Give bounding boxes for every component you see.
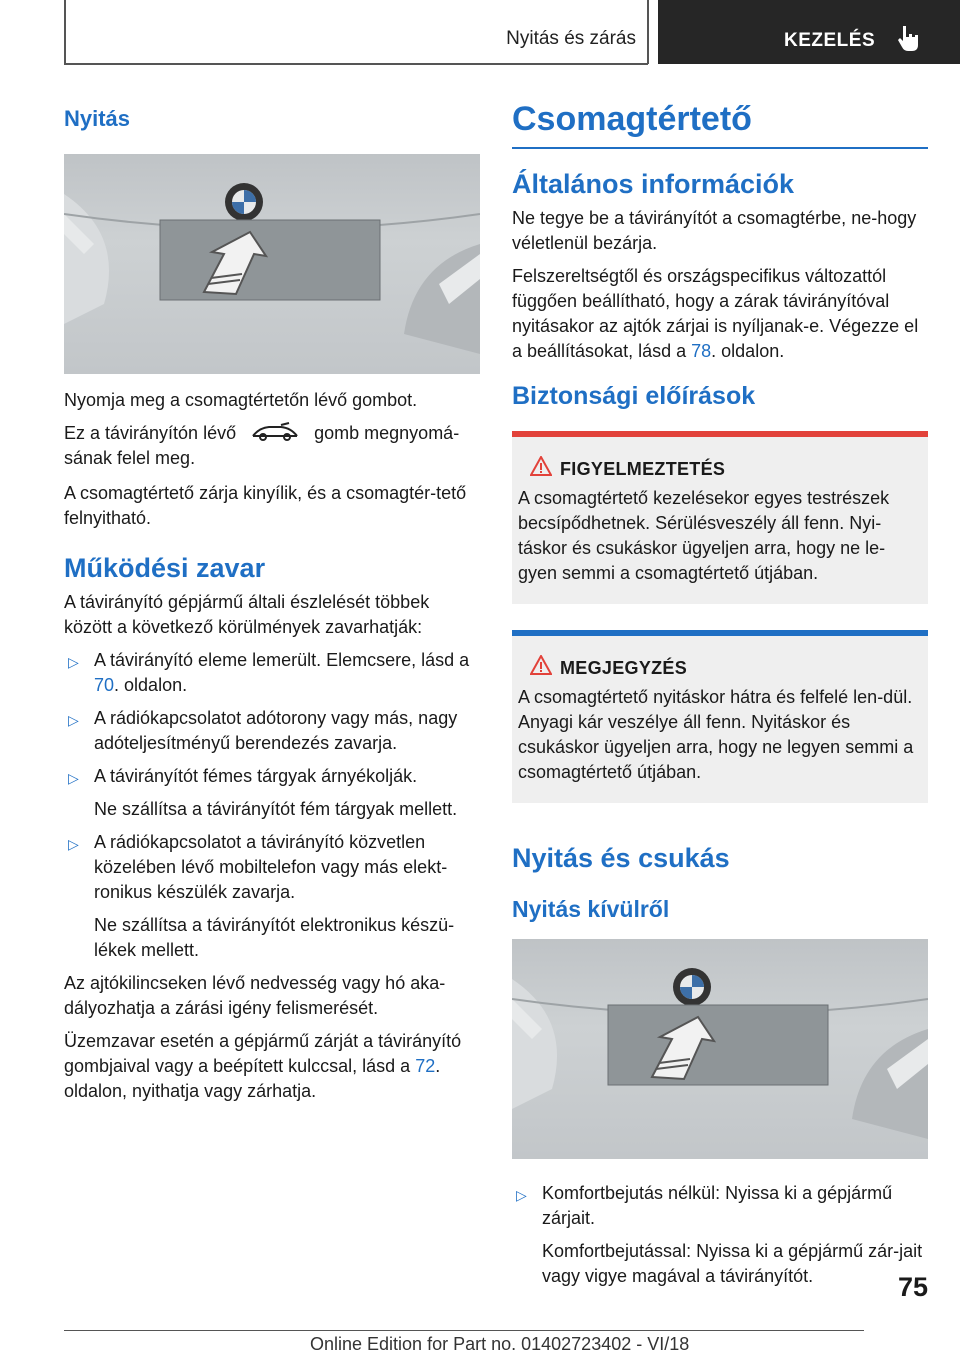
list-item [64,648,480,698]
list-item-text-end: . oldalon. [114,675,188,695]
list-item [512,1181,928,1289]
right-column [512,100,928,1297]
list-item-text: A rádiókapcsolatot a távirányító közvetlen közelében lévő mobiltelefon vagy más elekt-ronikus készülék zavarja. [94,832,448,902]
footer-rule [64,1330,864,1331]
triangle-bullet-icon: ▷ [68,770,79,786]
list-item-text: A rádiókapcsolatot adótorony vagy más, nagy adóteljesítményű berendezés zavarja. [94,708,458,753]
paragraph-emergency [64,1029,480,1104]
text-general-b: . oldalon. [711,341,785,361]
footer-edition: Online Edition for Part no. 01402723402 - VI/18 [310,1334,690,1354]
paragraph-remote-equivalent [64,421,480,471]
text-emergency-a: Üzemzavar esetén a gépjármű zárját a távirányító gombjaival vagy a beépített kulccsal, lásd a [64,1031,462,1076]
car-trunk-icon [251,422,299,442]
text-remote-a: Ez a távirányítón lévő [64,423,237,443]
hand-pointer-icon [896,23,922,53]
left-column [64,100,480,1112]
paragraph-press-button: Nyomja meg a csomagtértetőn lévő gombot. [64,390,418,410]
note-title-text: MEGJEGYZÉS [560,658,688,678]
warning-title [518,459,922,480]
malfunction-list [64,648,480,963]
list-item [64,764,480,822]
paragraph-malfunction-intro: A távirányító gépjármű általi észlelését többek között a következő körülmények zavarhatják: [64,592,430,637]
paragraph-general-2 [512,264,928,364]
warning-box [512,431,928,604]
header-rule-mid [647,0,649,64]
warning-title-text: FIGYELMEZTETÉS [560,459,726,479]
trunk-outside-image [512,939,928,1159]
heading-trunk-lid: Csomagtértető [512,100,928,149]
text-emergency-b: . oldalon, nyithatja vagy zárhatja. [64,1056,441,1101]
list-item [64,706,480,756]
paragraph-moisture: Az ajtókilincseken lévő nedvesség vagy hó aka-dályozhatja a zárási igény felismerését. [64,973,446,1018]
header-rule-left [64,0,66,64]
chapter-tab[interactable] [658,0,960,64]
triangle-bullet-icon: ▷ [516,1187,527,1203]
triangle-bullet-icon: ▷ [68,654,79,670]
header-section-title: Nyitás és zárás [506,28,636,49]
text-remote-b: gomb megnyomá- [314,423,460,443]
list-item-subtext: Komfortbejutással: Nyissa ki a gépjármű zár-jait vagy vigye magával a távirányítót. [542,1241,923,1286]
note-text: A csomagtértető nyitáskor hátra és felfelé len-dül. Anyagi kár veszélye áll fenn. Nyitáskor és csukáskor ügyeljen arra, hogy ne legyen semmi a csomagtértető útjában. [518,687,914,782]
page-link-70[interactable]: 70 [94,675,115,695]
open-outside-list [512,1181,928,1289]
triangle-bullet-icon: ▷ [68,836,79,852]
list-item-subtext: Ne szállítsa a távirányítót fém tárgyak mellett. [94,799,458,819]
text-remote-c: sának felel meg. [64,448,196,468]
heading-open-close: Nyitás és csukás [512,843,730,873]
list-item [64,830,480,963]
text-general-a: Felszereltségtől és országspecifikus változattól függően beállítható, hogy a zárak távirányítóval nyitásakor az ajtók zárjai is nyíljanak-e. Végezze el a beállításokat, lásd a [512,266,919,361]
list-item-text: A távirányítót fémes tárgyak árnyékolják. [94,766,418,786]
heading-open-outside: Nyitás kívülről [512,896,670,922]
paragraph-lock-opens: A csomagtértető zárja kinyílik, és a csomagtér-tető felnyitható. [64,483,467,528]
list-item-subtext: Ne szállítsa a távirányítót elektronikus készü-lékek mellett. [94,915,455,960]
list-item-text: A távirányító eleme lemerült. Elemcsere, lásd a [94,650,470,670]
list-item-text: Komfortbejutás nélkül: Nyissa ki a gépjármű zárjait. [542,1183,893,1228]
note-title [518,658,922,679]
warning-text: A csomagtértető kezelésekor egyes testrészek becsípődhetnek. Sérülésveszély áll fenn. Nyi-táskor és csukáskor ügyeljen arra, hogy ne le-gyen semmi a csomagtértető útjában. [518,488,890,583]
heading-malfunction: Működési zavar [64,553,266,583]
warning-triangle-icon [530,655,552,675]
trunk-button-image [64,154,480,374]
triangle-bullet-icon: ▷ [68,712,79,728]
paragraph-general-1: Ne tegye be a távirányítót a csomagtérbe, ne-hogy véletlenül bezárja. [512,208,917,253]
header-rule-bottom [64,63,648,65]
page-link-78[interactable]: 78 [691,341,712,361]
chapter-tab-label: KEZELÉS [784,30,876,51]
page-number: 75 [897,1272,928,1302]
heading-general-info: Általános információk [512,169,795,199]
page-link-72[interactable]: 72 [415,1056,436,1076]
heading-opening: Nyitás [64,106,131,131]
note-box [512,630,928,803]
warning-triangle-icon [530,456,552,476]
heading-safety: Biztonsági előírások [512,382,756,410]
